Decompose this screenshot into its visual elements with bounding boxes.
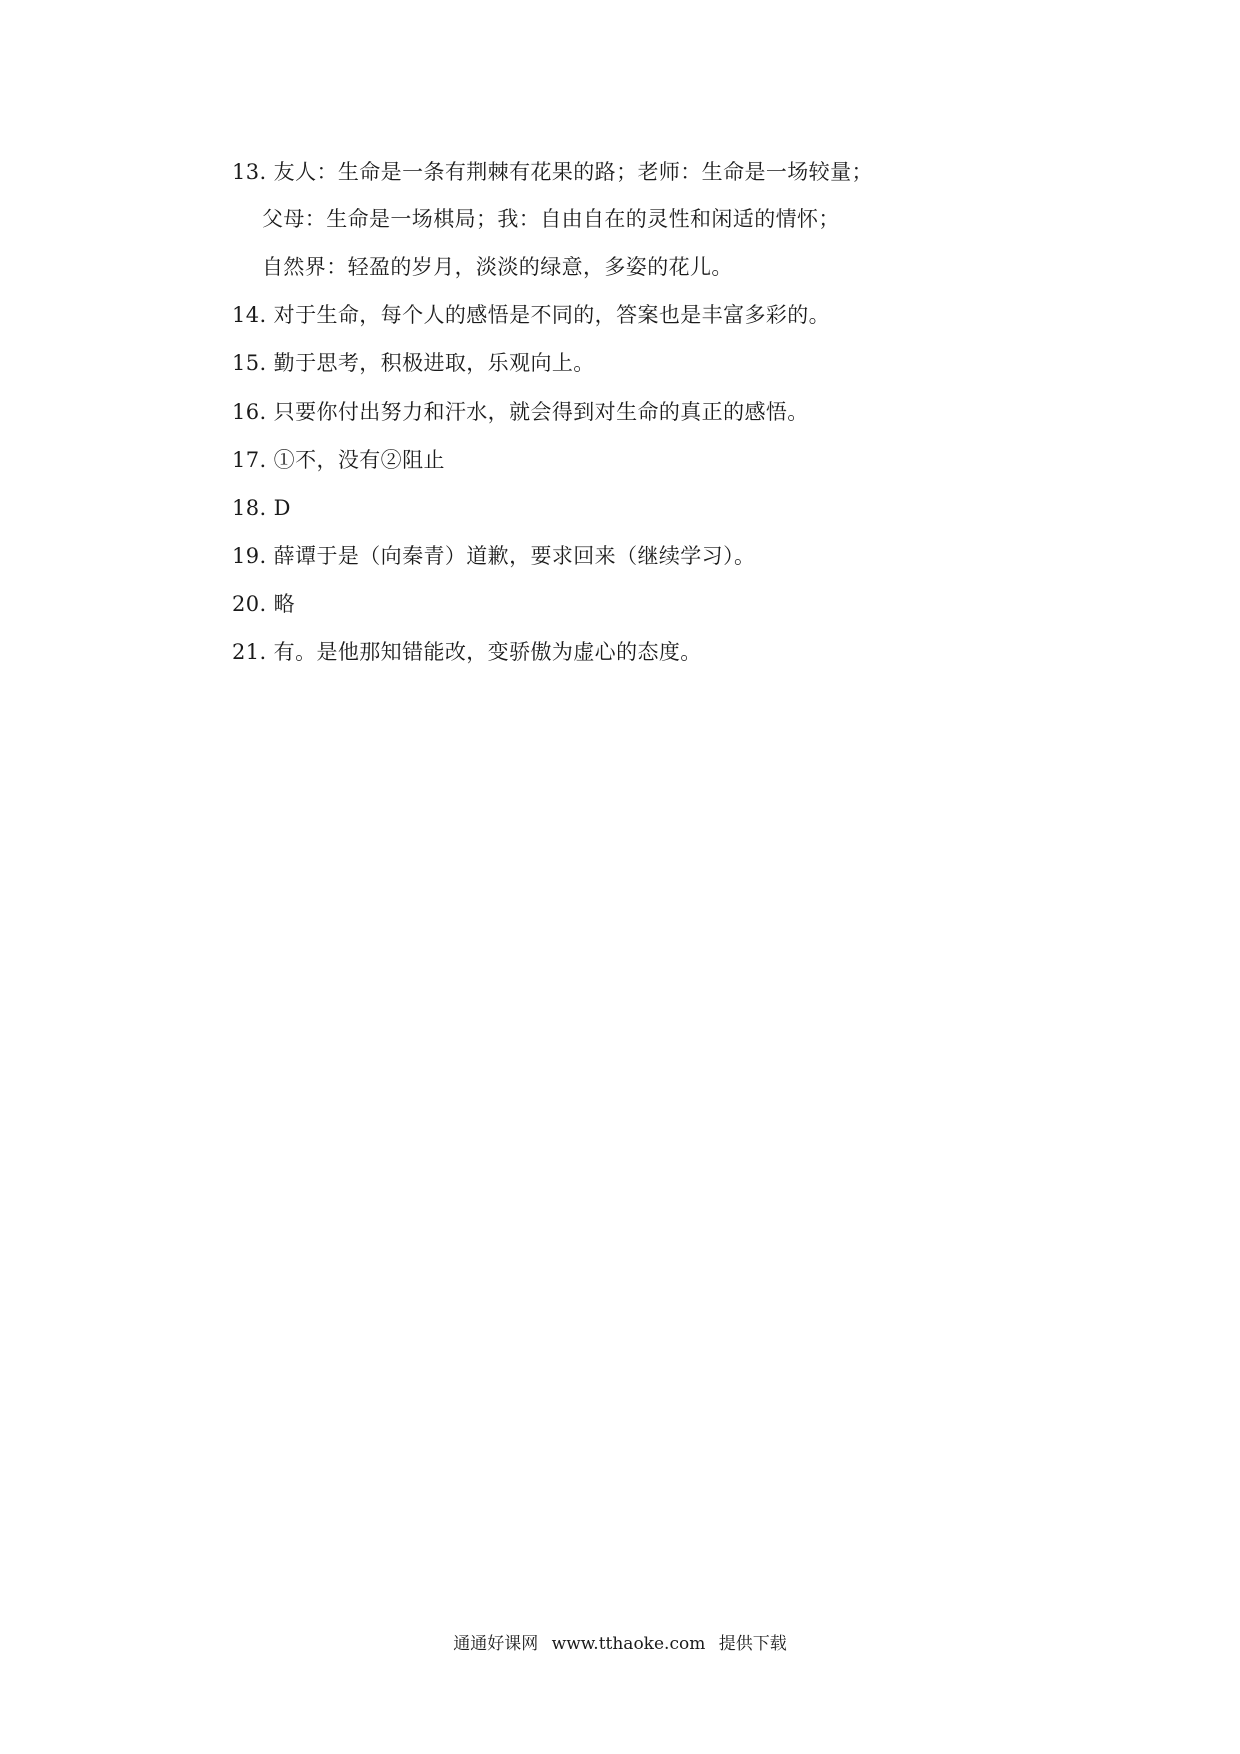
answer-13-line-1: 13. 友人：生命是一条有荆棘有花果的路；老师：生命是一场较量； — [232, 160, 873, 184]
answer-21: 21. 有。是他那知错能改，变骄傲为虚心的态度。 — [232, 640, 702, 664]
answer-20: 20. 略 — [232, 592, 296, 616]
answer-18: 18. D — [232, 496, 291, 520]
answer-13-line-3: 自然界：轻盈的岁月，淡淡的绿意，多姿的花儿。 — [262, 255, 733, 279]
footer-site-name: 通通好课网 — [453, 1634, 539, 1654]
answer-16: 16. 只要你付出努力和汗水，就会得到对生命的真正的感悟。 — [232, 400, 809, 424]
answer-14: 14. 对于生命，每个人的感悟是不同的，答案也是丰富多彩的。 — [232, 303, 831, 327]
answer-13-line-2: 父母：生命是一场棋局；我：自由自在的灵性和闲适的情怀； — [262, 207, 840, 231]
answer-19: 19. 薛谭于是（向秦青）道歉，要求回来（继续学习）。 — [232, 544, 756, 568]
footer-url[interactable]: www.tthaoke.com — [551, 1634, 706, 1654]
page-footer — [0, 1632, 1240, 1656]
answer-17: 17. ①不，没有②阻止 — [232, 448, 445, 472]
answer-15: 15. 勤于思考，积极进取，乐观向上。 — [232, 351, 595, 375]
footer-suffix: 提供下载 — [718, 1634, 787, 1654]
